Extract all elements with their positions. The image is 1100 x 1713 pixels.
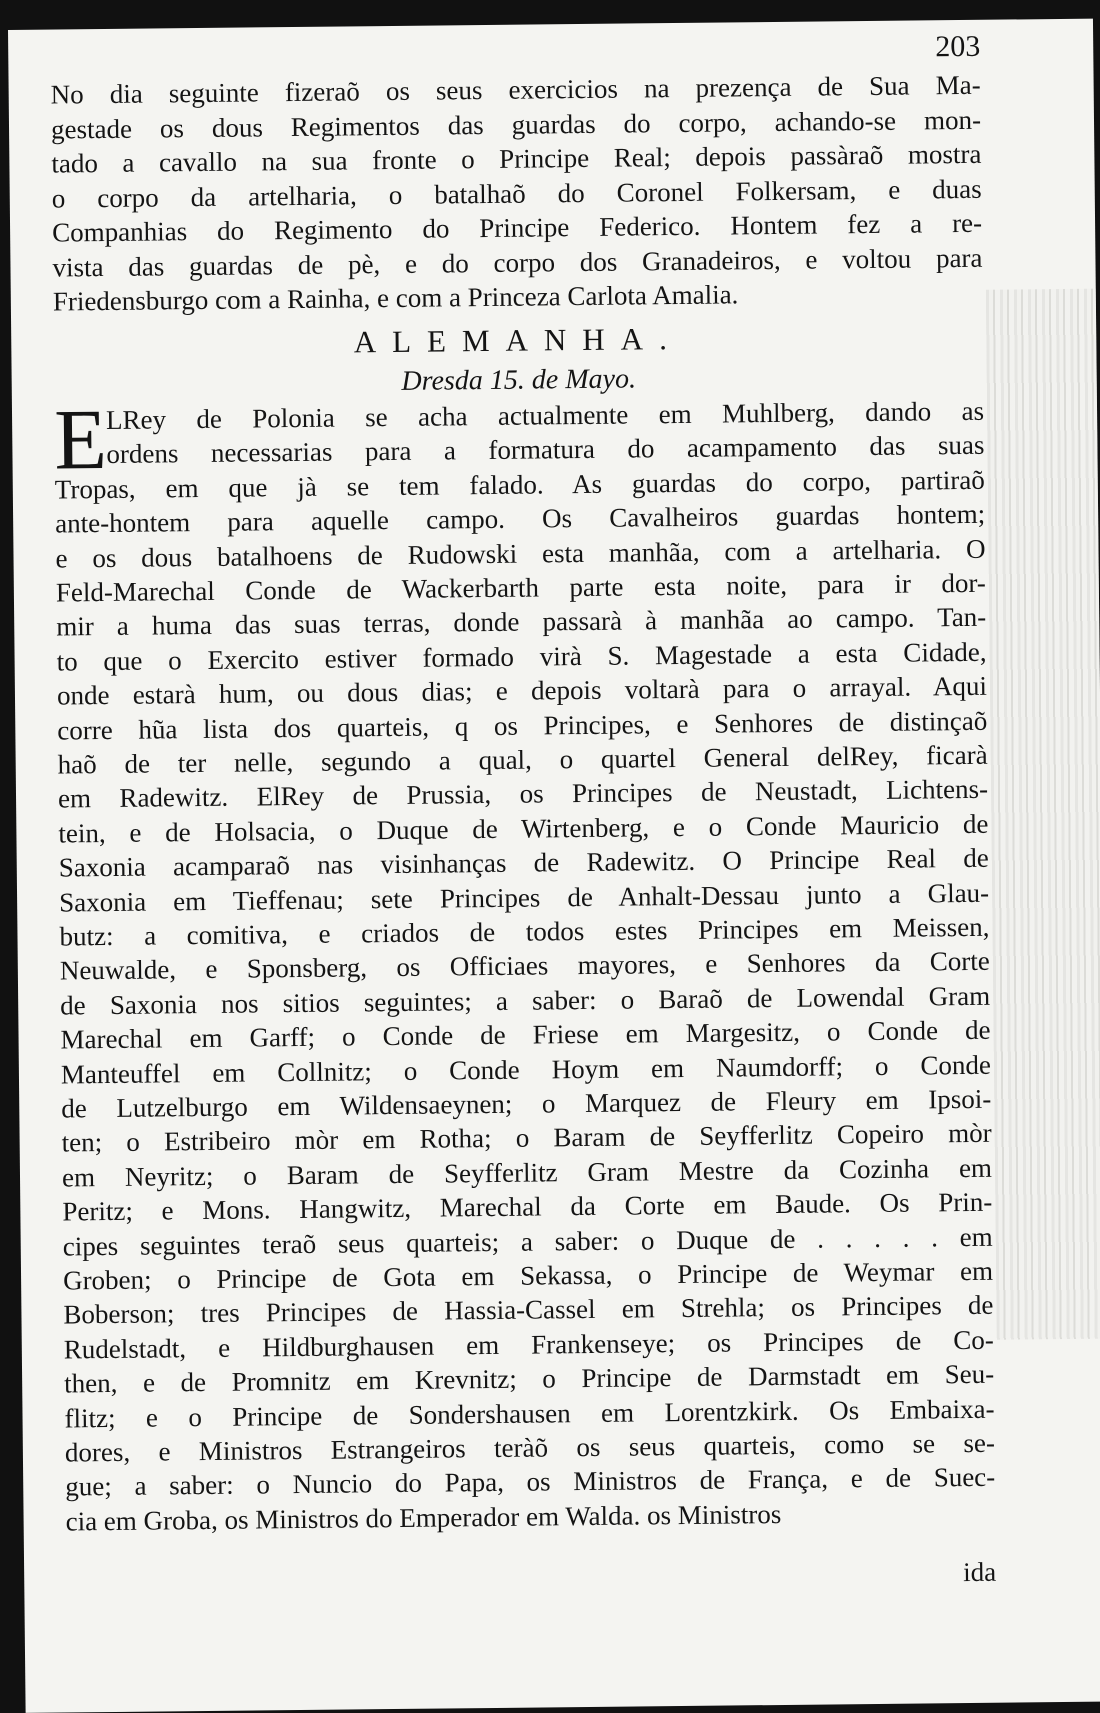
text-line: de Saxonia nos sitios seguintes; a saber: o Baraõ de Lowendal Gram — [60, 980, 991, 1021]
page-edge-bleed — [986, 289, 1100, 1340]
text-line: Neuwalde, e Sponsberg, os Officiaes mayores, e Senhores da Corte — [59, 946, 990, 986]
text-line: em Neyritz; o Baram de Seyfferlitz Gram Mestre da Cozinha em — [61, 1152, 993, 1193]
text-line: o corpo da artelharia, o batalhaõ do Coronel Folkersam, e duas — [51, 173, 982, 214]
text-line: ten; o Estribeiro mòr em Rotha; o Baram de Seyfferlitz Copeiro mòr — [61, 1118, 992, 1158]
text-line: Companhias do Regimento do Principe Federico. Hontem fez a re- — [51, 207, 983, 248]
text-line: then, e de Promnitz em Krevnitz; o Principe de Darmstadt em Seu- — [64, 1358, 995, 1399]
text-line: ordens necessarias para a formatura do acampamento das suas — [106, 430, 985, 470]
text-line: Rudelstadt, e Hildburghausen em Frankenseye; os Principes de Co- — [63, 1324, 994, 1365]
text-line: Boberson; tres Principes de Hassia-Cassel em Strehla; os Principes de — [63, 1290, 994, 1330]
dateline: Dresda 15. de Mayo. — [401, 363, 637, 397]
text-line: to que o Exercito estiver formado virà S. Magestade a esta Cidade, — [56, 636, 987, 677]
text-line: tein, e de Holsacia, o Duque de Wirtenberg, e o Conde Mauricio de — [58, 808, 989, 849]
text-line: butz: a comitiva, e criados de todos estes Principes em Meissen, — [59, 911, 990, 952]
text-line: Peritz; e Mons. Hangwitz, Marechal da Corte em Baude. Os Prin- — [62, 1186, 993, 1227]
text-line: mir a huma das suas terras, donde passarà à manhãa ao campo. Tan- — [56, 602, 987, 642]
text-line: gue; a saber: o Nuncio do Papa, os Ministros de França, e de Suec- — [65, 1462, 996, 1502]
text-line: Saxonia em Tieffenau; sete Principes de Anhalt-Dessau junto a Glau- — [58, 877, 990, 918]
text-line: No dia seguinte fizeraõ os seus exercicios na prezença de Sua Ma- — [50, 69, 981, 110]
text-line: Friedensburgo com a Rainha, e com a Princeza Carlota Amalia. — [52, 279, 739, 317]
text-line: vista das guardas de pè, e do corpo dos Granadeiros, e voltou para — [52, 242, 983, 283]
text-line: cipes seguintes teraõ seus quarteis; a saber: o Duque de . . . . . em — [62, 1221, 993, 1262]
scanned-page — [8, 19, 1100, 1713]
text-line: corre hũa lista dos quarteis, q os Principes, e Senhores de distinçaõ — [57, 705, 988, 746]
catchword: ida — [963, 1556, 997, 1588]
text-line: flitz; e o Principe de Sondershausen em Lorentzkirk. Os Embaixa- — [64, 1393, 995, 1434]
section-title: ALEMANHA. — [353, 320, 684, 360]
page-content — [50, 20, 997, 1588]
text-line: de Lutzelburgo em Wildensaeynen; o Marquez de Fleury em Ipsoi- — [61, 1083, 992, 1124]
text-line: Tropas, em que jà se tem falado. As guardas do corpo, partiraõ — [54, 464, 985, 505]
drop-cap: E — [53, 390, 108, 488]
text-line: Manteuffel em Collnitz; o Conde Hoym em Naumdorff; o Conde — [60, 1049, 992, 1090]
text-line: Feld-Marechal Conde de Wackerbarth parte esta noite, para ir dor- — [55, 567, 986, 608]
text-line: cia em Groba, os Ministros do Emperador em Walda. os Ministros — [65, 1498, 782, 1537]
text-line: Groben; o Principe de Gota em Sekassa, o Principe de Weymar em — [62, 1255, 994, 1296]
text-line: tado a cavallo na sua fronte o Principe Real; depois passàraõ mostra — [51, 138, 982, 179]
page-number: 203 — [935, 29, 981, 64]
text-line: gestade os dous Regimentos das guardas do corpo, achando-se mon- — [50, 104, 982, 145]
text-line: Marechal em Garff; o Conde de Friese em Margesitz, o Conde de — [60, 1014, 991, 1055]
text-line: ante-hontem para aquelle campo. Os Cavalheiros guardas hontem; — [55, 498, 986, 539]
text-line: em Radewitz. ElRey de Prussia, os Principes de Neustadt, Lichtens- — [57, 774, 989, 814]
text-line: LRey de Polonia se acha actualmente em Muhlberg, dando as — [105, 395, 985, 435]
text-line: onde estarà hum, ou dous dias; e depois voltarà para o arrayal. Aqui — [56, 670, 988, 711]
text-line: haõ de ter nelle, segundo a qual, o quartel General delRey, ficarà — [57, 739, 988, 780]
text-line: Saxonia acamparaõ nas visinhanças de Radewitz. O Principe Real de — [58, 842, 989, 883]
text-line: e os dous batalhoens de Rudowski esta manhãa, com a artelharia. O — [55, 533, 986, 574]
text-line: dores, e Ministros Estrangeiros teràõ os seus quarteis, como se se- — [64, 1427, 996, 1468]
